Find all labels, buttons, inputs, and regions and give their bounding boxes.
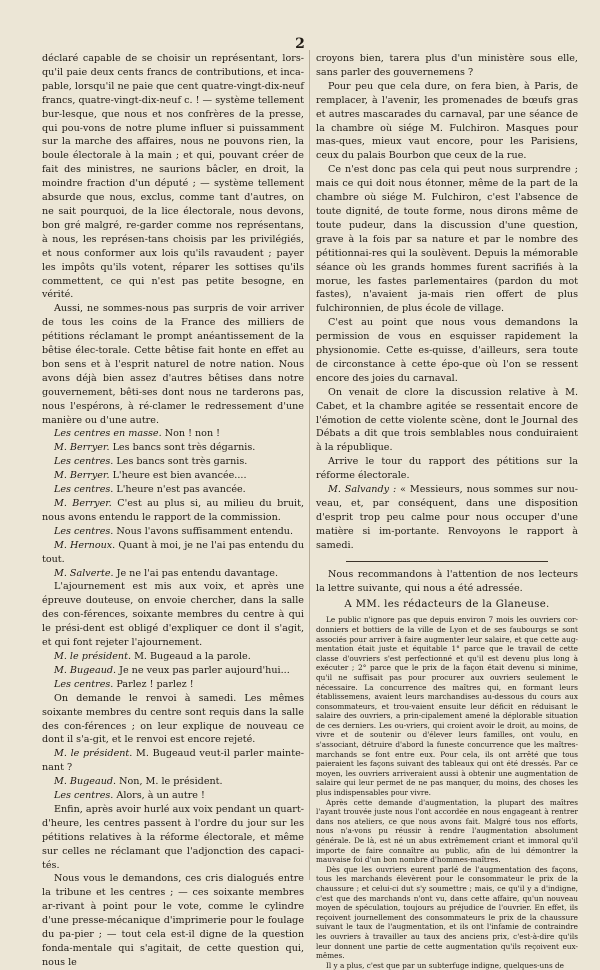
body-paragraph: croyons bien, tarera plus d'un ministère sous elle, sans parler des gouvernemens ? xyxy=(316,53,578,78)
left-column xyxy=(42,52,305,968)
dialogue-line xyxy=(42,539,304,567)
speaker-name: M. Bugeaud. xyxy=(54,776,117,788)
dialogue-text: Je ne veux pas parler aujourd'hui... xyxy=(116,664,290,676)
dialogue-line xyxy=(42,483,304,497)
letter-paragraph: Après cette demande d'augmentation, la plupart des maîtres l'ayant trouvée juste nous l'ont accordée en nous engageant à rentrer dans nos ateliers, ce que nous avons fait. Malgré tous nos efforts, nous n'a-vons pu réussir à rendre l'augmentation absolument générale. De là, est né un abus extrêmement criant et immoral qu'il importe de faire connaître au public, afin de lui démontrer la mauvaise foi d'un bon nombre d'hommes-maîtres. xyxy=(316,797,578,865)
right-column xyxy=(316,52,578,970)
body-paragraph: C'est au point que nous vous demandons la permission de vous en esquisser rapidement la physionomie. Cette es-quisse, d'ailleurs, sera toute de circonstance à cette épo-que où l'on se ressent encore des joies du carnaval. xyxy=(316,317,578,384)
speaker-name: Les centres en masse. xyxy=(54,428,162,440)
dialogue-text: M. Bugeaud veut-il parler mainte-nant ? xyxy=(42,748,304,774)
dialogue-line xyxy=(42,455,304,469)
dialogue-line xyxy=(42,469,304,483)
dialogue-text: Parlez ! parlez ! xyxy=(113,678,194,690)
speaker-name: Les centres. xyxy=(54,456,114,468)
dialogue-text: Quant à moi, je ne l'ai pas entendu du tout. xyxy=(42,539,305,565)
dialogue-line xyxy=(42,427,304,441)
body-paragraph: Ce n'est donc pas cela qui peut nous surprendre ; mais ce qui doit nous étonner, même de la part de la chambre où siége M. Fulchiron, c'est l'absence de toute dignité, de toute forme, nous dirons même de toute pudeur, dans la discussion d'une question, grave à la fois par sa nature et par le nombre des pétitionnai-res qui la soulèvent. Depuis la mémorable séance où les grands hommes furent sacrifiés à la morue, les fastes parlementaires (pardon du mot fastes), n'avaient ja-mais rien offert de plus fulchironnien, de plus école de village. xyxy=(316,164,578,315)
speaker-name: Les centres. xyxy=(54,678,114,690)
body-paragraph: Arrive le tour du rapport des pétitions sur la réforme électorale. xyxy=(316,456,578,482)
body-paragraph: Aussi, ne sommes-nous pas surpris de voir arriver de tous les coins de la France des milliers de pétitions réclamant le prompt anéantissement de la bêtise élec-torale. Cette bêtise fait honte en effet au bon sens et à l'esprit naturel de notre nation. Nous avons déjà bien assez d'autres bêtises dans notre gouvernement, bêti-ses dont nous ne tarderons pas, nous l'espérons, à ré-clamer le redressement d'une manière ou d'une autre. xyxy=(42,303,304,426)
speaker-name: M. Hernoux. xyxy=(54,539,116,551)
section-rule xyxy=(346,561,548,562)
body-paragraph: déclaré capable de se choisir un représentant, lors-qu'il paie deux cents francs de contributions, et inca-pable, lorsqu'il ne paie que cent quatre-vingt-dix-neuf francs, quatre-vingt-dix-neuf c. ! — système tellement bur-lesque, que nous et nos confrères de la presse, qui pou-vons de notre plume influer si puissamment sur la marche des affaires, nous ne pouvons rien, la boule électorale à la main ; et qui, pouvant créer de fait des ministres, ne saurions bâcler, en droit, la moindre fraction d'un député ; — système tellement absurde que nous, exclus, comme tant d'autres, on ne sait pourquoi, de la lice électorale, nous devons, bon gré malgré, re-garder comme nos représentans, à nous, les représen-tans choisis par les privilégiés, et nous conformer aux lois qu'ils ravaudent ; payer les impôts qu'ils votent, réparer les sottises qu'ils commettent, ce qui n'est pas petite besogne, en vérité. xyxy=(42,53,304,301)
dialogue-line xyxy=(42,678,304,692)
dialogue-line xyxy=(42,664,304,678)
dialogue-text: Les bancs sont très garnis. xyxy=(113,456,248,468)
body-paragraph: Enfin, après avoir hurlé aux voix pendant un quart-d'heure, les centres passent à l'ordre du jour sur les pétitions relatives à la réforme électorale, et même sur celles ne réclamant que l'adjonction des capaci-tés. xyxy=(42,803,304,871)
dialogue-line xyxy=(42,747,304,775)
dialogue-line xyxy=(42,567,304,581)
dialogue-line xyxy=(42,650,304,664)
letter-paragraph: Il y a plus, c'est que par un subterfuge indigne, quelques-uns de xyxy=(326,960,565,970)
letter-paragraph: Le public n'ignore pas que depuis environ 7 mois les ouvriers cor-donniers et bottiers de la ville de Lyon et de ses faubourgs se sont associés pour arriver à faire augmenter leur salaire, et que cette aug-mentation était juste et équitable 1° parce que le travail de cette classe d'ouvriers s'est perfectionné et qu'il est devenu plus long à exécuter ; 2° parce que le prix de la façon était devenu si minime, qu'il ne suffisait pas pour procurer aux ouvriers seulement le nécessaire. La concurrence des maîtres qui, en formant leurs établissemens, avaient leurs marchandises au-dessous du cours aux consommateurs, et trou-vaient ensuite leur déficit en réduisant le salaire des ouvriers, a prin-cipalement amené la déplorable situation de ces derniers. Les ou-vriers, qui croient avoir le droit, au moins, de vivre et de soutenir ou d'élever leurs familles, ont voulu, en s'associant, détruire d'abord la funeste concurrence que les maîtres-marchands se font entre eux. Pour cela, ils ont arrêté que tous paieraient les façons suivant des tableaux qui ont été dressés. Par ce moyen, les ouvriers arriveraient aussi à obtenir une augmentation de salaire qui leur permet de ne pas manquer, du moins, des choses les plus indispensables pour vivre. xyxy=(316,615,578,798)
speaker-name: Les centres. xyxy=(54,484,114,496)
dialogue-text: C'est au plus si, au milieu du bruit, nous avons entendu le rapport de la commission. xyxy=(42,498,304,523)
column-divider xyxy=(309,50,310,880)
body-paragraph: On venait de clore la discussion relative à M. Cabet, et la chambre agitée se ressentait encore de l'émotion de cette violente scène, dont le Journal des Débats a dit que trois semblables nous conduiraient à la république. xyxy=(316,386,578,454)
dialogue-line xyxy=(42,789,304,803)
page-number: 2 xyxy=(295,36,305,52)
speaker-name: M. Bugeaud. xyxy=(54,664,117,676)
speaker-name: M. le président. xyxy=(54,650,132,662)
notice-paragraph: Nous recommandons à l'attention de nos lecteurs la lettre suivante, qui nous a été adressée. xyxy=(316,568,578,594)
speaker-name: M. le président. xyxy=(54,748,133,760)
body-paragraph: Nous vous le demandons, ces cris dialogués entre la tribune et les centres ; — ces soixante membres ar-rivant à point pour le vote, comme le cylindre d'une presse-mécanique d'imprimerie pour le foulage du pa-pier ; — tout cela est-il digne de la question fonda-mentale qui s'agitait, de cette question qui, nous le xyxy=(42,873,304,968)
dialogue-line xyxy=(316,483,578,553)
dialogue-line xyxy=(42,497,304,525)
speaker-name: Les centres. xyxy=(54,790,114,802)
body-paragraph: Pour peu que cela dure, on fera bien, à Paris, de remplacer, à l'avenir, les promenades de bœufs gras et autres mascarades du carnaval, par une séance de la chambre où siége M. Fulchiron. Masques pour mas-ques, mieux vaut encore, pour les Parisiens, ceux du palais Bourbon que ceux de la rue. xyxy=(316,80,578,162)
body-paragraph: On demande le renvoi à samedi. Les mêmes soixante membres du centre sont requis dans la salle des con-férences ; on leur explique de nouveau ce dont il s'a-git, et le renvoi est encore rejeté. xyxy=(42,692,304,746)
speaker-name: M. Salverte. xyxy=(54,567,114,579)
letter-title: A MM. les rédacteurs de la Glaneuse. xyxy=(344,599,550,611)
dialogue-text: L'heure n'est pas avancée. xyxy=(113,484,246,496)
dialogue-text: M. Bugeaud a la parole. xyxy=(131,650,251,662)
dialogue-line xyxy=(42,441,304,455)
dialogue-line xyxy=(42,775,304,789)
dialogue-text: Les bancs sont très dégarnis. xyxy=(109,442,256,454)
dialogue-text: Non ! non ! xyxy=(161,428,221,440)
letter-body xyxy=(316,615,578,970)
letter-paragraph: Dès que les ouvriers eurent parlé de l'augmentation des façons, tous les marchands élevèrent pour le consommateur le prix de la chaussure ; et celui-ci dut s'y soumettre ; mais, ce qu'il y a d'indigne, c'est que des marchands n'ont vu, dans cette affaire, qu'un nouveau moyen de spéculation, toujours au préjudice de l'ouvrier. En effet, ils reçoivent journellement des consommateurs le prix de la chaussure suivant le taux de l'augmentation, et ils ont l'infamie de contraindre les ouvriers à travailler au taux des anciens prix, c'est-à-dire qu'ils leur donnent une partie de cette augmentation qu'ils reçoivent eux-mêmes. xyxy=(316,864,578,961)
dialogue-text: Je ne l'ai pas entendu davantage. xyxy=(113,567,279,579)
speaker-name: M. Berryer. xyxy=(54,442,110,454)
body-paragraph: L'ajournement est mis aux voix, et après une épreuve douteuse, on envoie chercher, dans la salle des con-férences, soixante membres du centre à qui le prési-dent est obligé d'expliquer ce dont il s'agit, et qui font rejeter l'ajournement. xyxy=(42,581,304,649)
dialogue-text: Nous l'avons suffisamment entendu. xyxy=(113,525,294,537)
speaker-name: M. Berryer. xyxy=(54,470,110,482)
right-column-body xyxy=(316,52,578,553)
dialogue-text: Alors, à un autre ! xyxy=(113,790,205,802)
dialogue-text: Non, M. le président. xyxy=(116,776,223,788)
speaker-name: M. Salvandy : xyxy=(328,484,397,496)
dialogue-text: « Messieurs, nous sommes sur nou-veau, et, par conséquent, dans une disposition d'esprit trop peu calme pour nous occuper d'une matière si im-portante. Renvoyons le rapport à samedi. xyxy=(316,484,578,551)
dialogue-line xyxy=(42,525,304,539)
speaker-name: Les centres. xyxy=(54,525,114,537)
dialogue-text: L'heure est bien avancée.... xyxy=(109,470,247,482)
speaker-name: M. Berryer. xyxy=(54,498,112,509)
